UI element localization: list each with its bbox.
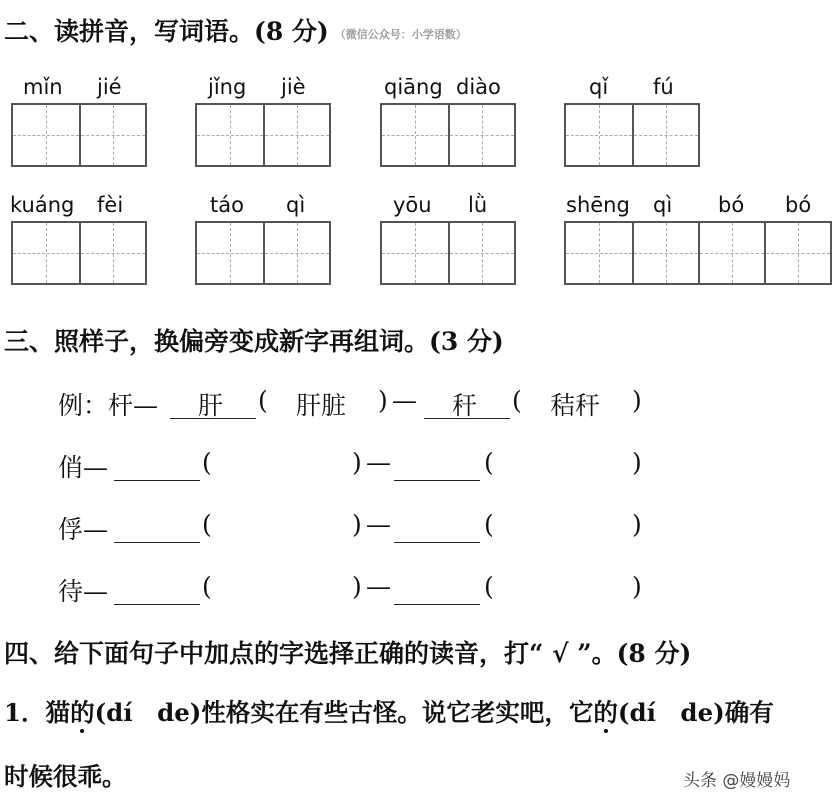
paren-open: ( [484,510,494,539]
writing-cell[interactable] [566,105,632,165]
pinyin-label: lǜ [468,193,488,217]
paren-open: ( [258,386,268,415]
pinyin-label: bó [785,193,812,217]
writing-grid[interactable] [380,221,516,285]
section-2-title: 二、读拼音，写词语。(8 分) [4,17,329,46]
writing-cell[interactable] [566,223,632,283]
example-word-1: 肝脏 [296,391,347,420]
pinyin-label: yōu [393,193,432,217]
section-3-heading: 三、照样子，换偏旁变成新字再组词。(3 分) [4,327,504,356]
pinyin-label: jié [97,75,122,99]
paren-close: ) [352,448,362,477]
pinyin-label: táo [210,193,244,217]
pinyin-label: kuáng [10,193,75,217]
exercise-char: 待— [58,577,109,606]
writing-grid[interactable] [195,221,331,285]
pinyin-label: jiè [281,75,306,99]
writing-cell[interactable] [448,105,514,165]
paren-open: ( [202,572,212,601]
pinyin-label: fèi [97,193,124,217]
answer-blank[interactable] [394,480,480,481]
section-2-heading [4,12,467,48]
dotted-char: 的 [70,694,95,729]
paren-close: ) [352,572,362,601]
question-text: (dí de)性格实在有些古怪。说它老实吧，它 [94,698,594,727]
example-new-char-2: 秆 [452,391,478,420]
pinyin-label: qì [286,193,306,217]
pinyin-label: qǐ [589,75,609,99]
paren-open: ( [484,572,494,601]
dash: — [366,448,391,477]
answer-blank[interactable] [114,542,200,543]
pinyin-label: shēng [566,193,630,217]
writing-cell[interactable] [263,223,329,283]
pinyin-label: mǐn [23,75,63,99]
writing-cell[interactable] [263,105,329,165]
writing-grid[interactable] [11,103,147,167]
dash: — [366,572,391,601]
writing-cell[interactable] [764,223,830,283]
writing-cell[interactable] [13,223,79,283]
writing-cell[interactable] [382,223,448,283]
watermark: 头条 @嫚嫚妈 [683,771,791,791]
paren-close: ) [632,386,642,415]
dash: — [392,386,417,415]
paren-open: ( [512,386,522,415]
answer-blank[interactable] [114,480,200,481]
question-1 [4,694,774,729]
writing-cell[interactable] [79,105,145,165]
pinyin-label: fú [653,75,674,99]
exercise-char: 俘— [58,515,109,544]
dash: — [366,510,391,539]
paren-open: ( [202,448,212,477]
answer-blank[interactable] [114,604,200,605]
answer-blank[interactable] [394,604,480,605]
writing-cell[interactable] [448,223,514,283]
example-prefix: 例：杆— [58,391,159,420]
writing-grid[interactable] [11,221,147,285]
writing-cell[interactable] [79,223,145,283]
writing-cell[interactable] [632,223,698,283]
example-new-char-1: 肝 [198,391,224,420]
writing-cell[interactable] [632,105,698,165]
writing-grid[interactable] [380,103,516,167]
writing-cell[interactable] [13,105,79,165]
pinyin-label: qiāng [384,75,443,99]
dotted-char: 的 [593,694,618,729]
writing-grid[interactable] [564,221,832,285]
paren-close: ) [632,448,642,477]
writing-cell[interactable] [197,223,263,283]
writing-cell[interactable] [382,105,448,165]
exercise-char: 俏— [58,453,109,482]
writing-cell[interactable] [698,223,764,283]
section-4-heading: 四、给下面句子中加点的字选择正确的读音，打“ √ ”。(8 分) [4,639,692,668]
example-underline [424,418,510,419]
pinyin-label: diào [456,75,501,99]
example-underline [170,418,256,419]
paren-close: ) [632,510,642,539]
question-text: 1．猫 [4,698,71,727]
pinyin-label: qì [653,193,673,217]
paren-close: ) [378,386,388,415]
writing-cell[interactable] [197,105,263,165]
writing-grid[interactable] [195,103,331,167]
paren-open: ( [202,510,212,539]
answer-blank[interactable] [394,542,480,543]
paren-open: ( [484,448,494,477]
pinyin-label: jǐng [208,75,247,99]
writing-grid[interactable] [564,103,700,167]
paren-close: ) [632,572,642,601]
question-text: (dí de)确有 [617,698,774,727]
source-note: （微信公众号：小学语数） [334,27,467,41]
question-1-continuation: 时候很乖。 [4,762,127,791]
paren-close: ) [352,510,362,539]
pinyin-label: bó [718,193,745,217]
example-word-2: 秸秆 [550,391,601,420]
